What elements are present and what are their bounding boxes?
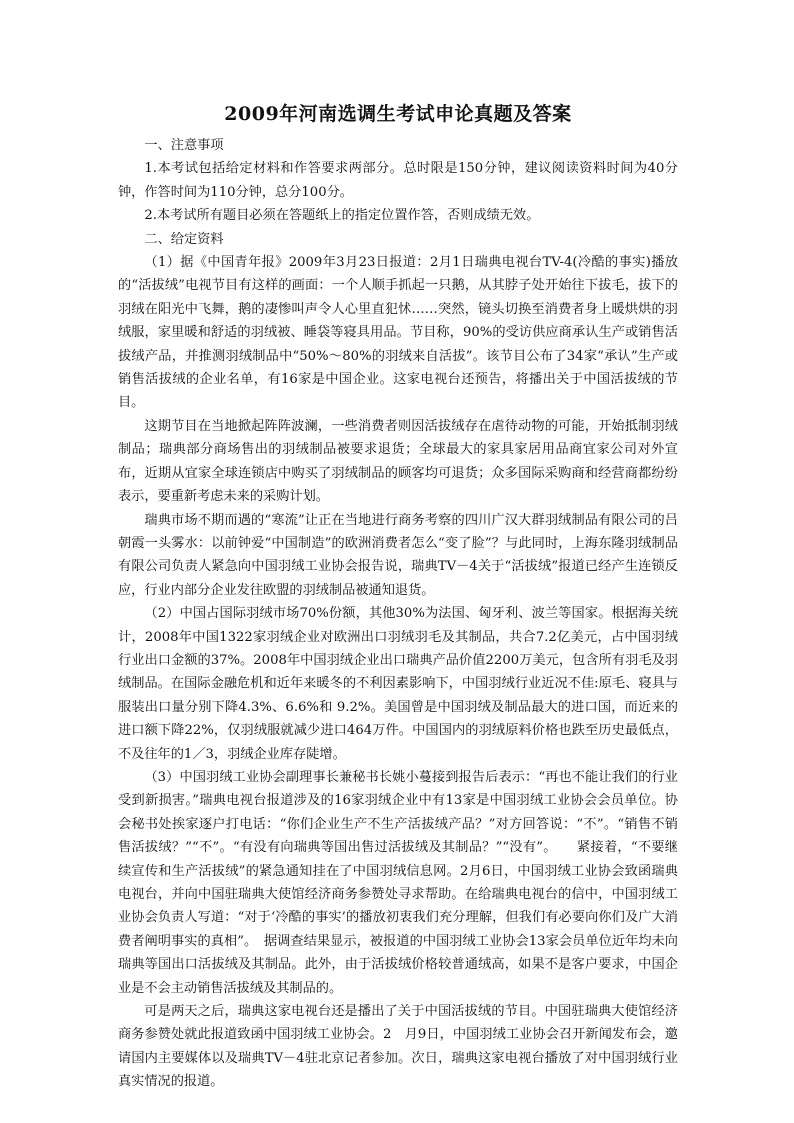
paragraph: 这期节目在当地掀起阵阵波澜，一些消费者则因活拔绒存在虐待动物的可能，开始抵制羽绒制品；瑞典部分商场售出的羽绒制品被要求退货；全球最大的家具家居用品商宜家公司对外宣布，近期从宜家全球连锁店中购买了羽绒制品的顾客均可退货；众多国际采购商和经营商都纷纷表示，要重新考虑未来的采购计划。 — [118, 418, 678, 505]
paragraph: （3）中国羽绒工业协会副理事长兼秘书长姚小蔓接到报告后表示：“再也不能让我们的行业受到新损害。”瑞典电视台报道涉及的16家羽绒企业中有13家是中国羽绒工业协会会员单位。协会秘书处挨家逐户打电话：“你们企业生产不生产活拔绒产品？”对方回答说：“不”。“销售不销售活拔绒？”“不”。“有没有向瑞典等国出售过活拔绒及其制品？”“没有”。 紧接着，“不要继续宣传和生产活拔绒”的紧急通知挂在了中国羽绒信息网。2月6日，中国羽绒工业协会致函瑞典电视台，并向中国驻瑞典大使馆经济商务参赞处寻求帮助。在给瑞典电视台的信中，中国羽绒工业协会负责人写道：“对于‘冷酷的事实’的播放初衷我们充分理解，但我们有必要向你们及广大消费者阐明事实的真相”。 据调查结果显示，被报道的中国羽绒工业协会13家会员单位近年均未向瑞典等国出口活拔绒及其制品。此外，由于活拔绒价格较普通绒高，如果不是客户要求，中国企业是不会主动销售活拔绒及其制品的。 — [118, 769, 678, 996]
section-heading-notes: 一、注意事项 — [144, 138, 224, 153]
paragraph: 2.本考试所有题目必须在答题纸上的指定位置作答，否则成绩无效。 — [144, 208, 540, 224]
paragraph: （1）据《中国青年报》2009年3月23日报道：2月1日瑞典电视台TV-4(冷酷的事实)播放的“活拔绒”电视节目有这样的画面：一个人顺手抓起一只鹅，从其脖子处开始往下拔毛，拔下的羽绒在阳光中飞舞，鹅的凄惨叫声令人心里直犯怵……突然，镜头切换至消费者身上暖烘烘的羽绒服，家里暖和舒适的羽绒被、睡袋等寝具用品。节目称，90%的受访供应商承认生产或销售活拔绒产品，并推测羽绒制品中“50%～80%的羽绒来自活拔”。该节目公布了34家“承认”生产或销售活拔绒的企业名单，有16家是中国企业。这家电视台还预告，将播出关于中国活拔绒的节目。 — [118, 255, 678, 411]
document-page — [118, 100, 678, 1094]
paragraph: 1.本考试包括给定材料和作答要求两部分。总时限是150分钟，建议阅读资料时间为40分钟，作答时间为110分钟，总分100分。 — [118, 161, 678, 200]
paragraph: 可是两天之后，瑞典这家电视台还是播出了关于中国活拔绒的节目。中国驻瑞典大使馆经济商务参赞处就此报道致函中国羽绒工业协会。2 月9日，中国羽绒工业协会召开新闻发布会，邀请国内主要媒体以及瑞典TV－4驻北京记者参加。次日，瑞典这家电视台播放了对中国羽绒行业真实情况的报道。 — [118, 1004, 678, 1090]
section-heading-materials: 二、给定资料 — [144, 231, 224, 247]
paragraph: （2）中国占国际羽绒市场70%份额，其他30%为法国、匈牙利、波兰等国家。根据海关统计，2008年中国1322家羽绒企业对欧洲出口羽绒羽毛及其制品，共合7.2亿美元，占中国羽绒行业出口金额的37%。2008年中国羽绒企业出口瑞典产品价值2200万美元，包含所有羽毛及羽绒制品。在国际金融危机和近年来暖冬的不利因素影响下，中国羽绒行业近况不佳:原毛、寝具与服装出口量分别下降4.3%、6.6%和 9.2%。美国曾是中国羽绒及制品最大的进口国，而近来的进口额下降22%，仅羽绒服就减少进口464万件。中国国内的羽绒原料价格也跌至历史最低点，不及往年的1／3，羽绒企业库存陡增。 — [118, 606, 678, 762]
paragraph: 瑞典市场不期而遇的“寒流”让正在当地进行商务考察的四川广汉大群羽绒制品有限公司的吕朝霞一头雾水：以前钟爱“中国制造”的欧洲消费者怎么“变了脸”？与此同时，上海东隆羽绒制品有限公司负责人紧急向中国羽绒工业协会报告说，瑞典TV－4关于“活拔绒”报道已经产生连锁反应，行业内部分企业发往欧盟的羽绒制品被通知退货。 — [118, 512, 678, 598]
document-title: 2009年河南选调生考试申论真题及答案 — [224, 103, 572, 125]
